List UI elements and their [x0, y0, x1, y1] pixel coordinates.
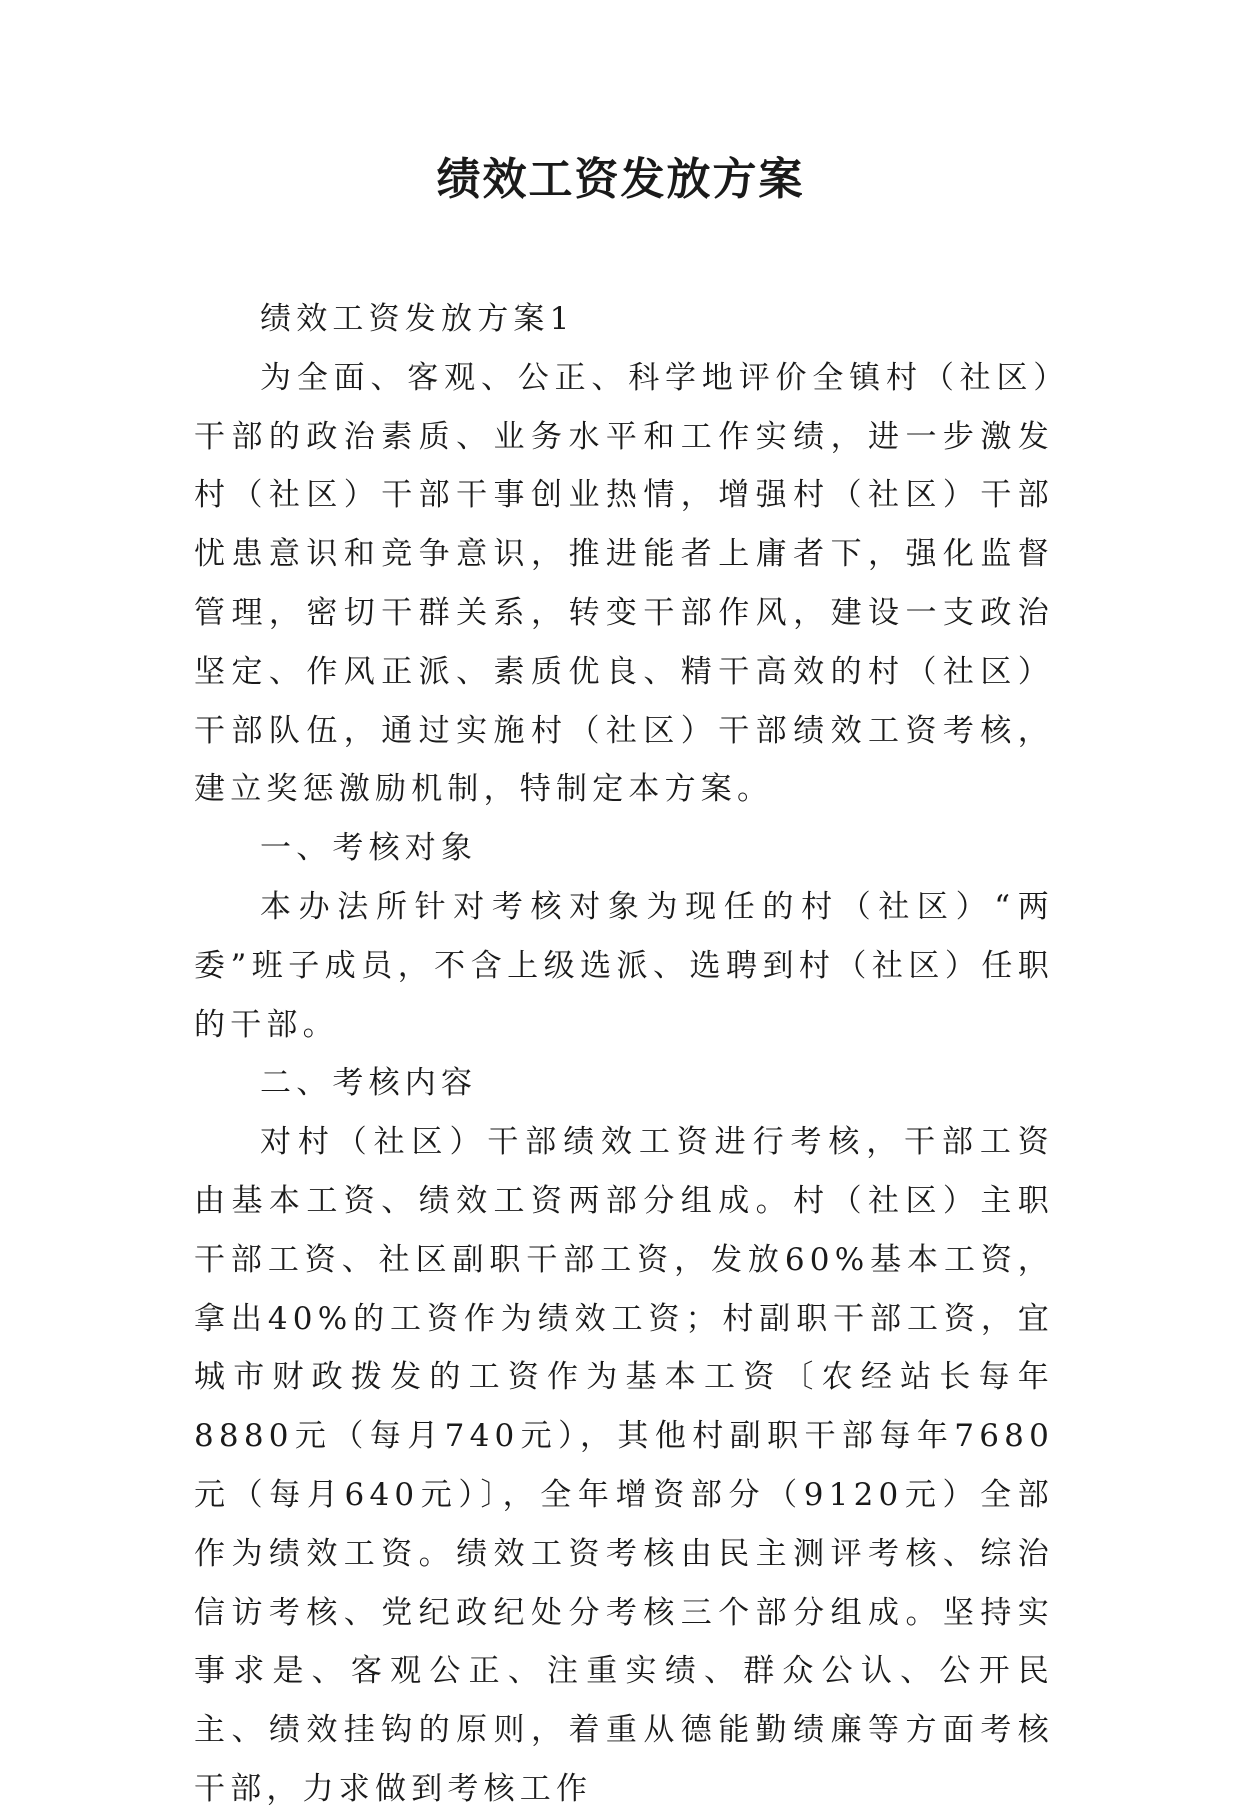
section-heading-plan-1: 绩效工资发放方案1 [260, 301, 575, 337]
paragraph-assessment-content: 对村（社区）干部绩效工资进行考核，干部工资由基本工资、绩效工资两部分组成。村（社区）主职干部工资、社区副职干部工资，发放60%基本工资，拿出40%的工资作为绩效工资；村副职干部工资，宜城市财政拨发的工资作为基本工资〔农经站长每年8880元（每月740元），其他村副职干部每年7680元（每月640元）〕，全年增资部分（9120元）全部作为绩效工资。绩效工资考核由民主测评考核、综治信访考核、党纪政纪处分考核三个部分组成。坚持实事求是、客观公正、注重实绩、群众公认、公开民主、绩效挂钩的原则，着重从德能勤绩廉等方面考核干部，力求做到考核工作 [194, 1124, 1054, 1807]
section-heading-assessment-target: 一、考核对象 [260, 830, 478, 867]
document-body [194, 290, 1054, 1819]
paragraph-purpose: 为全面、客观、公正、科学地评价全镇村（社区）干部的政治素质、业务水平和工作实绩，进一步激发村（社区）干部干事创业热情，增强村（社区）干部忧患意识和竞争意识，推进能者上庸者下，强化监督管理，密切干群关系，转变干部作风，建设一支政治坚定、作风正派、素质优良、精干高效的村（社区）干部队伍，通过实施村（社区）干部绩效工资考核，建立奖惩激励机制，特制定本方案。 [194, 359, 1054, 808]
paragraph-assessment-target: 本办法所针对考核对象为现任的村（社区）“两委”班子成员，不含上级选派、选聘到村（社区）任职的干部。 [194, 888, 1054, 1043]
document-title: 绩效工资发放方案 [436, 154, 805, 205]
section-heading-assessment-content: 二、考核内容 [260, 1065, 478, 1102]
